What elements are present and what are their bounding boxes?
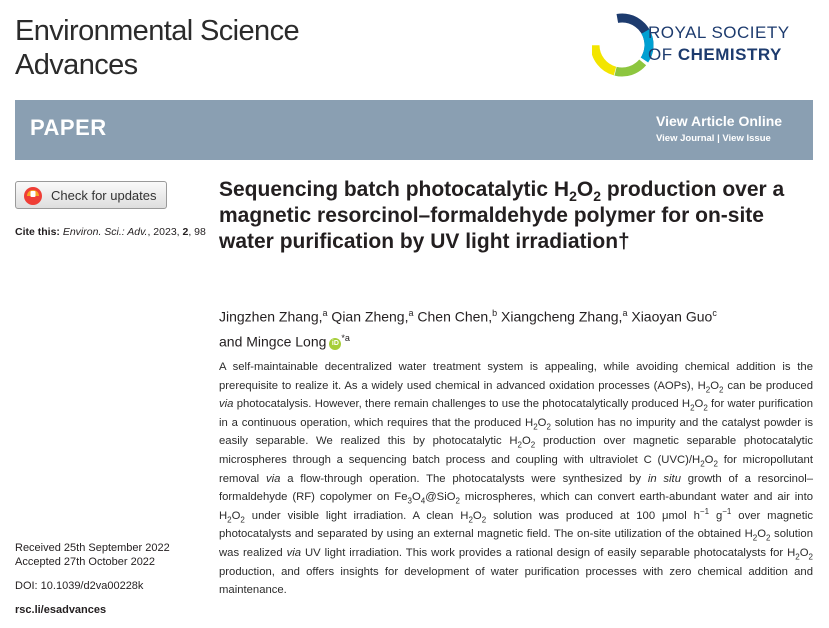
subscript: 2	[517, 440, 522, 450]
abstract-text: microspheres, which can convert earth-abundant water and air into H	[219, 491, 813, 522]
title-subscript: 2	[593, 188, 601, 205]
author-affiliation: a	[408, 308, 414, 318]
journal-title	[15, 14, 299, 82]
abstract-text: under visible light irradiation. A clean H	[244, 509, 469, 522]
abstract-text: over magnetic photocatalysts and separated by using an external magnetic field. The on-site utilization of the obtained H	[219, 509, 814, 541]
author-affiliation: a	[622, 308, 628, 318]
abstract-text: O	[694, 398, 704, 411]
author-name[interactable]: Jingzhen Zhang,	[219, 308, 323, 325]
view-links-separator: |	[714, 133, 723, 144]
subscript: 2	[530, 440, 536, 450]
abstract-text: O	[710, 379, 720, 392]
abstract-text: O	[472, 509, 482, 522]
abstract	[219, 358, 813, 600]
subscript: 2	[713, 459, 718, 469]
author-affiliation: *a	[341, 332, 350, 343]
check-for-updates-label: Check for updates	[51, 188, 157, 203]
citation-journal: Environ. Sci.: Adv.	[62, 226, 148, 238]
abstract-text: O	[799, 546, 809, 559]
subscript: 2	[700, 459, 705, 469]
author-affiliation: a	[322, 308, 328, 318]
author-name[interactable]: Xiaoyan Guo	[627, 308, 713, 325]
publisher-line1: ROYAL SOCIETY	[648, 23, 790, 42]
publisher-chemistry: CHEMISTRY	[677, 45, 782, 64]
superscript: −1	[699, 506, 710, 516]
abstract-text: growth of a resorcinol–formaldehyde (RF) copolymer on Fe	[219, 472, 814, 504]
title-part: production over a magnetic resorcinol–formaldehyde polymer for on-site water purification by UV light irradiation†	[219, 178, 785, 253]
view-article-online-link[interactable]: View Article Online	[656, 113, 783, 129]
abstract-italic: via	[265, 472, 281, 485]
abstract-text: O	[411, 491, 421, 504]
author-name[interactable]: Chen Chen,	[413, 308, 493, 325]
subscript: 4	[420, 496, 426, 506]
abstract-text: for micropollutant removal	[219, 453, 813, 485]
article-type-banner	[15, 100, 813, 160]
view-links	[656, 133, 771, 144]
subscript: 2	[240, 515, 245, 524]
title-subscript: 2	[569, 188, 577, 205]
abstract-italic: in situ	[647, 472, 681, 485]
abstract-text: UV light irradiation. This work provides a rational design of easily separable photocatalysts for H	[301, 546, 796, 559]
subscript: 2	[808, 552, 813, 562]
abstract-text: O	[757, 528, 766, 541]
citation-year: , 2023,	[147, 226, 183, 238]
abstract-text: solution was realized	[219, 528, 814, 559]
abstract-text: g	[709, 509, 723, 522]
author-affiliation: c	[712, 308, 717, 318]
author-name[interactable]: Qian Zheng,	[327, 308, 409, 325]
subscript: 2	[690, 403, 695, 413]
title-part: O	[576, 178, 594, 201]
accepted-date: Accepted 27th October 2022	[15, 556, 156, 568]
view-journal-link[interactable]: View Journal	[656, 133, 715, 144]
subscript: 2	[719, 384, 724, 394]
doi[interactable]: DOI: 10.1039/d2va00228k	[15, 580, 144, 592]
abstract-italic: via	[219, 398, 234, 411]
publisher-name	[648, 22, 790, 66]
abstract-text: A self-maintainable decentralized water treatment system is appealing, while avoiding chemical addition is the prerequisite to realize it. As a widely used chemical in advanced oxidation processes (AOPs), H	[219, 361, 813, 392]
subscript: 2	[468, 515, 473, 524]
abstract-text: photocatalysis. However, there remain challenges to use the photocatalytically produced H	[233, 398, 691, 411]
article-title	[219, 177, 819, 255]
citation-prefix: Cite this:	[15, 226, 63, 238]
abstract-text: O	[704, 453, 714, 466]
author-name[interactable]: and Mingce Long	[219, 333, 327, 350]
orcid-icon[interactable]: iD	[329, 338, 341, 350]
abstract-text: production, and offers insights for development of water purification processes with zero chemical addition and maintenance.	[219, 565, 813, 597]
publisher-of: OF	[648, 45, 678, 64]
journal-site-link[interactable]: rsc.li/esadvances	[15, 604, 107, 616]
view-issue-link[interactable]: View Issue	[722, 133, 771, 144]
subscript: 2	[546, 422, 551, 432]
check-for-updates-button[interactable]	[15, 181, 167, 209]
abstract-text: solution was produced at 100 μmol h	[486, 509, 700, 522]
author-list	[219, 303, 819, 352]
abstract-text: O	[537, 416, 547, 429]
subscript: 2	[481, 515, 487, 524]
citation-page: , 98	[188, 226, 206, 238]
abstract-italic: via	[286, 546, 302, 559]
subscript: 2	[703, 403, 708, 413]
subscript: 2	[705, 384, 711, 394]
title-part: Sequencing batch photocatalytic H	[219, 178, 570, 201]
subscript: 2	[533, 422, 538, 432]
journal-title-line2: Advances	[15, 49, 138, 81]
abstract-text: solution has no impurity and the catalyst powder is easily separable. We realized this by photocatalytic H	[219, 416, 813, 448]
abstract-text: can be produced	[723, 379, 813, 392]
abstract-text: O	[522, 435, 531, 448]
received-date: Received 25th September 2022	[15, 542, 170, 554]
subscript: 2	[766, 533, 771, 543]
subscript: 2	[795, 552, 800, 562]
subscript: 2	[752, 533, 758, 543]
abstract-text: @SiO	[425, 491, 456, 504]
subscript: 3	[407, 496, 412, 506]
citation	[15, 226, 206, 238]
subscript: 2	[227, 515, 232, 524]
abstract-text: a flow-through operation. The photocatalysts were synthesized by	[280, 472, 648, 485]
publisher-line2	[648, 44, 790, 66]
citation-volume: 2	[182, 226, 189, 238]
journal-title-line1: Environmental Science	[15, 15, 299, 47]
subscript: 2	[455, 496, 460, 506]
author-name[interactable]: Xiangcheng Zhang,	[497, 308, 623, 325]
crossmark-icon	[23, 186, 43, 206]
abstract-text: production over magnetic separable photocatalytic microspheres through a sequencing batch process and coupling with ultraviolet C (UVC)/H	[219, 435, 813, 466]
article-type-label: PAPER	[30, 115, 107, 140]
superscript: −1	[722, 506, 732, 516]
abstract-text: O	[231, 509, 241, 522]
abstract-text: for water purification in a continuous operation, which requires that the produced H	[219, 398, 813, 429]
author-affiliation: b	[492, 308, 498, 318]
